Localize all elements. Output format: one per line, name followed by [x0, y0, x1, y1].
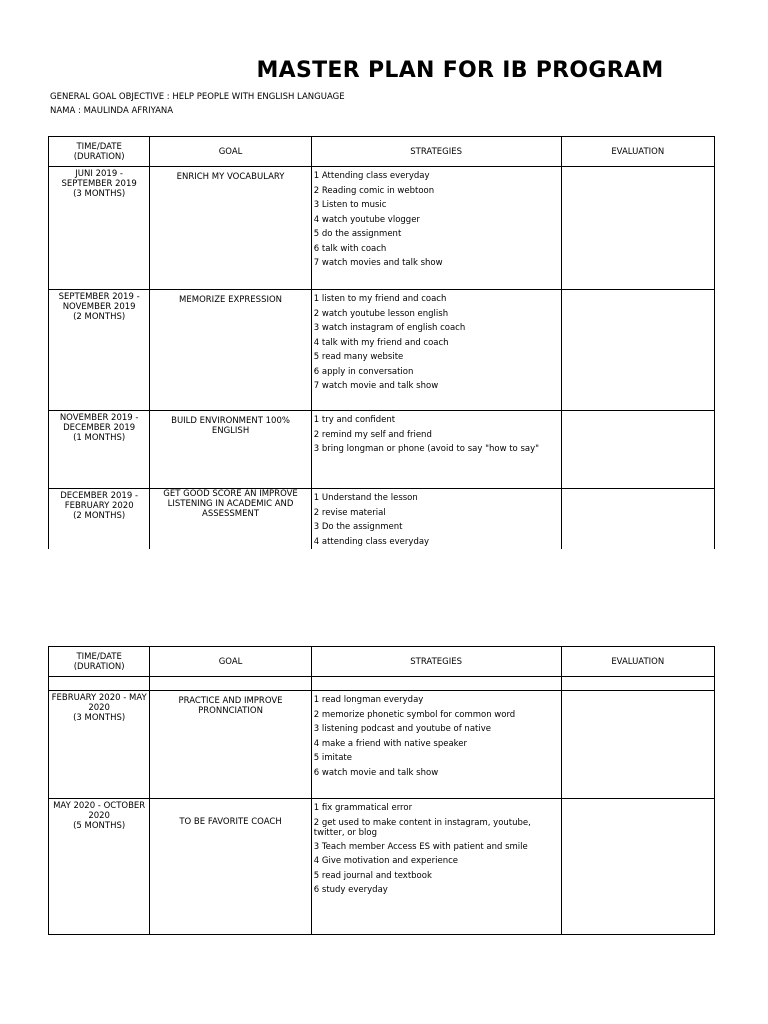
strategy-item: 5 read many website — [313, 352, 404, 362]
strategy-item: 1 read longman everyday — [313, 695, 424, 705]
time-period-text: SEPTEMBER 2019 - NOVEMBER 2019 (2 MONTHS) — [58, 292, 140, 322]
strategy-item: 7 watch movies and talk show — [313, 258, 443, 268]
strategy-item: 1 fix grammatical error — [313, 803, 413, 813]
time-period-text: JUNI 2019 - SEPTEMBER 2019 (3 MONTHS) — [61, 169, 137, 199]
author-name: NAMA : MAULINDA AFRIYANA — [50, 106, 174, 116]
table-row — [49, 489, 715, 550]
strategy-item: 5 do the assignment — [313, 229, 402, 239]
spacer-cell — [311, 677, 561, 691]
table-row — [49, 290, 715, 411]
time-cell — [49, 167, 150, 290]
strategy-item: 4 Give motivation and experience — [313, 856, 459, 866]
header-goal: GOAL — [150, 647, 311, 677]
evaluation-cell — [561, 167, 714, 290]
time-period-text: NOVEMBER 2019 - DECEMBER 2019 (1 MONTHS) — [59, 413, 139, 443]
strategy-item: 2 revise material — [313, 507, 386, 518]
strategies-cell — [311, 799, 561, 935]
header-time-label: TIME/DATE (DURATION) — [73, 651, 125, 672]
header-row — [49, 647, 715, 677]
goal-text: GET GOOD SCORE AN IMPROVE LISTENING IN ACADEMIC AND ASSESSMENT — [163, 489, 298, 519]
strategy-item: 4 make a friend with native speaker — [313, 738, 467, 749]
time-cell — [49, 290, 150, 411]
strategy-item: 3 listening podcast and youtube of native — [313, 724, 491, 734]
strategy-item: 5 imitate — [313, 753, 352, 763]
strategy-item: 4 watch youtube vlogger — [313, 214, 420, 225]
table-row — [49, 691, 715, 799]
strategy-item: 6 watch movie and talk show — [313, 767, 439, 778]
header-strategies: STRATEGIES — [311, 647, 561, 677]
general-goal-objective: GENERAL GOAL OBJECTIVE : HELP PEOPLE WITH ENGLISH LANGUAGE — [50, 92, 345, 102]
header-strategies: STRATEGIES — [311, 137, 561, 167]
header-goal: GOAL — [150, 137, 311, 167]
time-period-text: FEBRUARY 2020 - MAY 2020 (3 MONTHS) — [51, 693, 147, 723]
strategy-item: 2 remind my self and friend — [313, 429, 432, 440]
header-time — [49, 647, 150, 677]
strategy-item: 1 try and confident — [313, 415, 396, 425]
strategy-item: 3 Teach member Access ES with patient and smile — [313, 841, 528, 852]
strategy-item: 2 get used to make content in instagram, youtube, twitter, or blog — [313, 817, 531, 838]
strategy-item: 6 study everyday — [313, 885, 388, 895]
strategies-cell — [311, 290, 561, 411]
strategy-item: 5 read journal and textbook — [313, 870, 432, 881]
evaluation-cell — [561, 290, 714, 411]
goal-text: PRACTICE AND IMPROVE PRONNCIATION — [178, 696, 283, 716]
goal-cell — [150, 799, 311, 935]
spacer-cell — [150, 677, 311, 691]
strategy-item: 3 bring longman or phone (avoid to say "how to say" — [313, 444, 540, 454]
goal-cell — [150, 411, 311, 489]
master-plan-table-page-1 — [48, 136, 715, 549]
strategy-item: 6 apply in conversation — [313, 366, 414, 377]
time-period-text: MAY 2020 - OCTOBER 2020 (5 MONTHS) — [53, 801, 146, 831]
goal-text: TO BE FAVORITE COACH — [179, 817, 282, 827]
goal-cell — [150, 167, 311, 290]
strategy-item: 4 attending class everyday — [313, 536, 430, 547]
strategies-cell — [311, 691, 561, 799]
strategy-item: 1 listen to my friend and coach — [313, 294, 447, 304]
strategy-item: 4 talk with my friend and coach — [313, 337, 449, 348]
goal-text: MEMORIZE EXPRESSION — [179, 295, 283, 305]
strategy-item: 2 memorize phonetic symbol for common word — [313, 709, 516, 720]
strategy-item: 2 watch youtube lesson english — [313, 308, 449, 319]
strategies-cell — [311, 489, 561, 550]
strategy-item: 2 Reading comic in webtoon — [313, 185, 435, 196]
time-cell — [49, 799, 150, 935]
evaluation-cell — [561, 691, 714, 799]
page-title: MASTER PLAN FOR IB PROGRAM — [256, 58, 664, 83]
time-cell — [49, 411, 150, 489]
header-time — [49, 137, 150, 167]
spacer-cell — [561, 677, 714, 691]
header-evaluation: EVALUATION — [561, 647, 714, 677]
strategies-cell — [311, 167, 561, 290]
goal-cell — [150, 489, 311, 550]
strategy-item: 3 watch instagram of english coach — [313, 323, 466, 333]
goal-cell — [150, 290, 311, 411]
spacer-cell — [49, 677, 150, 691]
goal-cell — [150, 691, 311, 799]
evaluation-cell — [561, 799, 714, 935]
time-period-text: DECEMBER 2019 - FEBRUARY 2020 (2 MONTHS) — [60, 491, 139, 521]
strategy-item: 3 Do the assignment — [313, 522, 403, 532]
time-cell — [49, 489, 150, 550]
table-continuation-strip — [49, 677, 715, 691]
evaluation-cell — [561, 411, 714, 489]
header-time-label: TIME/DATE (DURATION) — [73, 141, 125, 162]
strategy-item: 7 watch movie and talk show — [313, 381, 439, 391]
strategy-item: 3 Listen to music — [313, 200, 387, 210]
header-evaluation: EVALUATION — [561, 137, 714, 167]
goal-text: ENRICH MY VOCABULARY — [176, 172, 285, 182]
strategy-item: 1 Understand the lesson — [313, 493, 418, 503]
table-row — [49, 167, 715, 290]
header-row — [49, 137, 715, 167]
table-row — [49, 411, 715, 489]
strategy-item: 6 talk with coach — [313, 243, 387, 254]
time-cell — [49, 691, 150, 799]
master-plan-table-page-2 — [48, 646, 715, 935]
strategy-item: 1 Attending class everyday — [313, 171, 430, 181]
strategies-cell — [311, 411, 561, 489]
evaluation-cell — [561, 489, 714, 550]
goal-text: BUILD ENVIRONMENT 100% ENGLISH — [171, 416, 290, 436]
table-row — [49, 799, 715, 935]
